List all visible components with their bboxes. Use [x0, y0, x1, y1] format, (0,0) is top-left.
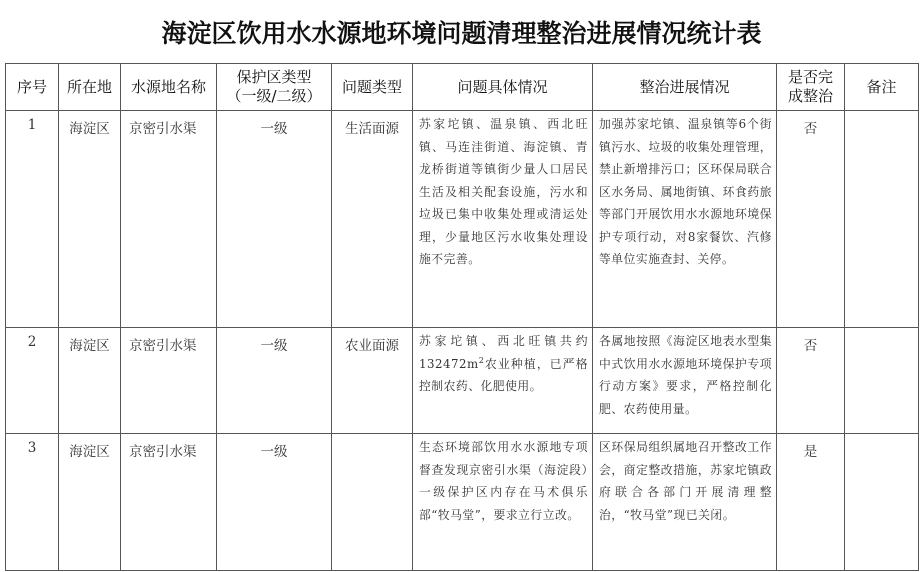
cell-completed: 是 [777, 434, 845, 571]
cell-district: 海淀区 [59, 434, 121, 571]
header-no: 序号 [6, 64, 59, 111]
cell-remark [845, 328, 919, 434]
header-remark: 备注 [845, 64, 919, 111]
header-completed-line2: 成整治 [787, 87, 833, 105]
cell-no: 3 [6, 434, 59, 571]
header-district: 所在地 [59, 64, 121, 111]
header-zone-type-line2: （一级/二级） [226, 87, 322, 105]
problem-detail-part-b: 农业种植，已严格控制农药、化肥使用。 [419, 356, 588, 393]
cell-progress: 区环保局组织属地召开整改工作会，商定整改措施，苏家坨镇政府联合各部门开展清理整治，“牧马堂”现已关闭。 [593, 434, 777, 571]
header-problem-detail: 问题具体情况 [413, 64, 593, 111]
cell-problem-detail: 生态环境部饮用水水源地专项督查发现京密引水渠（海淀段）一级保护区内存在马术俱乐部“牧马堂”，要求立行立改。 [413, 434, 593, 571]
problem-detail-part-a: 苏家坨镇、西北旺镇共约132472m [419, 334, 588, 371]
cell-progress: 各属地按照《海淀区地表水型集中式饮用水水源地环境保护专项行动方案》要求，严格控制化肥、农药使用量。 [593, 328, 777, 434]
header-completed [777, 64, 845, 111]
page-title: 海淀区饮用水水源地环境问题清理整治进展情况统计表 [161, 19, 762, 48]
cell-zone-type: 一级 [217, 434, 332, 571]
header-source-name: 水源地名称 [121, 64, 217, 111]
cell-district: 海淀区 [59, 328, 121, 434]
header-completed-line1: 是否完 [787, 68, 833, 86]
cell-zone-type: 一级 [217, 111, 332, 328]
cell-district: 海淀区 [59, 111, 121, 328]
cell-completed: 否 [777, 328, 845, 434]
header-row [6, 64, 919, 111]
cell-completed: 否 [777, 111, 845, 328]
cell-problem-detail [413, 328, 593, 434]
cell-remark [845, 111, 919, 328]
cell-problem-detail: 苏家坨镇、温泉镇、西北旺镇、马连洼街道、海淀镇、青龙桥街道等镇街少量人口居民生活及相关配套设施，污水和垃圾已集中收集处理或清运处理，少量地区污水收集处理设施不完善。 [413, 111, 593, 328]
table-row [6, 328, 919, 434]
cell-progress: 加强苏家坨镇、温泉镇等6个街镇污水、垃圾的收集处理管理，禁止新增排污口；区环保局联合区水务局、属地街镇、环食药旅等部门开展饮用水水源地环境保护专项行动，对8家餐饮、汽修等单位实施查封、关停。 [593, 111, 777, 328]
cell-source-name: 京密引水渠 [121, 434, 217, 571]
cell-zone-type: 一级 [217, 328, 332, 434]
cell-no: 1 [6, 111, 59, 328]
table-row [6, 111, 919, 328]
header-zone-type-line1: 保护区类型 [236, 68, 312, 86]
header-problem-type: 问题类型 [332, 64, 413, 111]
cell-problem-type: 农业面源 [332, 328, 413, 434]
cell-problem-type [332, 434, 413, 571]
cell-remark [845, 434, 919, 571]
cell-source-name: 京密引水渠 [121, 111, 217, 328]
statistics-table [5, 63, 919, 571]
cell-problem-type: 生活面源 [332, 111, 413, 328]
table-row [6, 434, 919, 571]
header-zone-type [217, 64, 332, 111]
area-unit-superscript: 2 [478, 355, 485, 365]
cell-source-name: 京密引水渠 [121, 328, 217, 434]
cell-no: 2 [6, 328, 59, 434]
header-progress: 整治进展情况 [593, 64, 777, 111]
